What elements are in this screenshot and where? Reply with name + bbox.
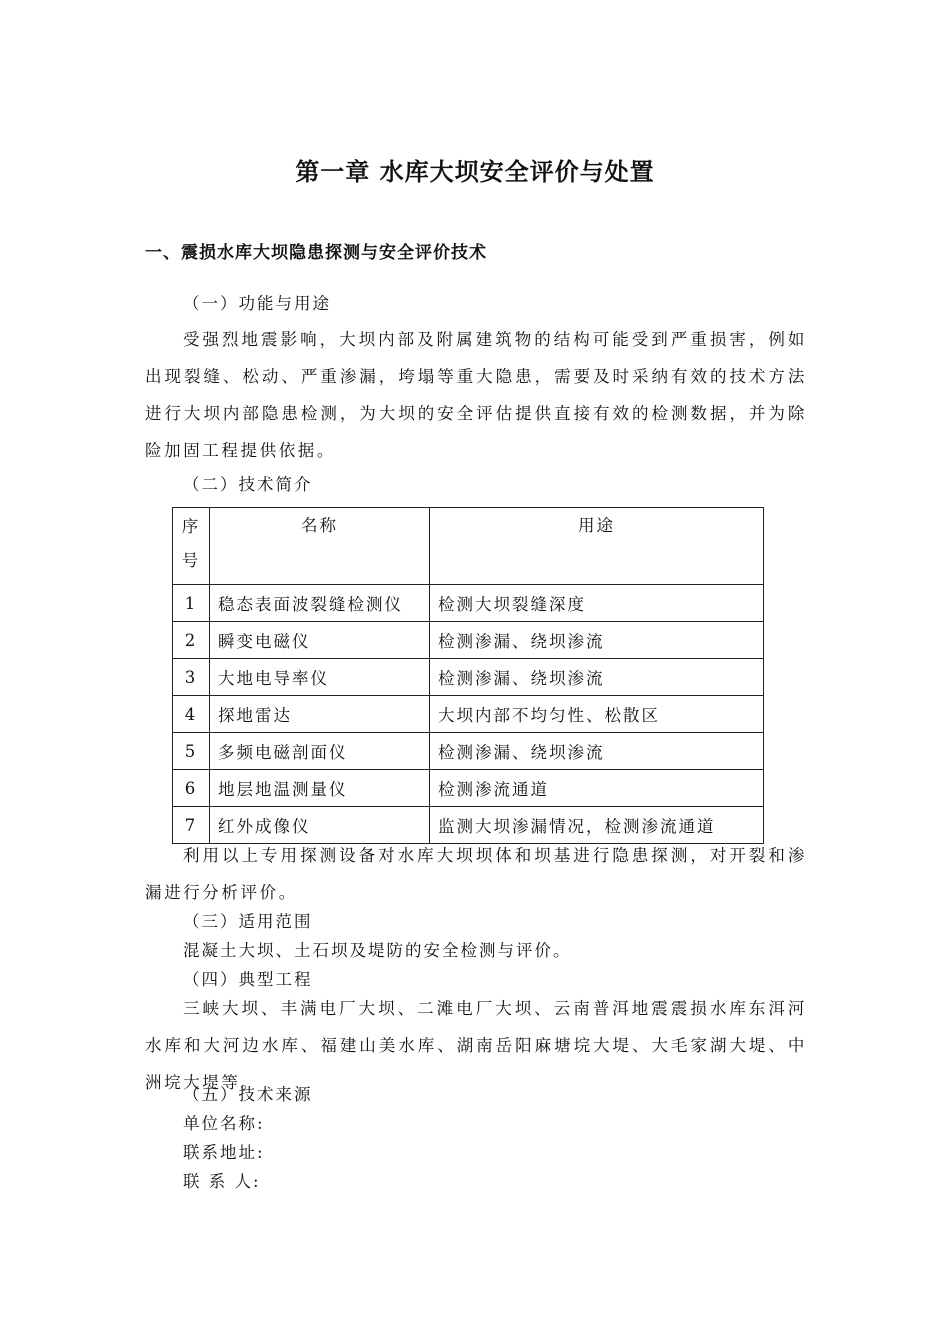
row-number: 6 — [173, 770, 210, 807]
subheading-function: （一）功能与用途 — [183, 294, 331, 313]
row-use: 检测大坝裂缝深度 — [430, 585, 764, 622]
table-row — [173, 585, 764, 622]
row-name: 地层地温测量仪 — [210, 770, 430, 807]
row-use: 大坝内部不均匀性、松散区 — [430, 696, 764, 733]
row-use: 检测渗漏、绕坝渗流 — [430, 622, 764, 659]
subheading-tech-intro: （二）技术简介 — [183, 475, 313, 494]
chapter-title: 第一章 水库大坝安全评价与处置 — [295, 158, 655, 186]
paragraph-typical-projects: 三峡大坝、丰满电厂大坝、二滩电厂大坝、云南普洱地震震损水库东洱河水库和大河边水库、福建山美水库、湖南岳阳麻塘垸大堤、大毛家湖大堤、中洲垸大堤等。 — [145, 999, 807, 1092]
row-name: 稳态表面波裂缝检测仪 — [210, 585, 430, 622]
row-use: 检测渗流通道 — [430, 770, 764, 807]
table-header-row — [173, 508, 764, 585]
table-row — [173, 733, 764, 770]
paragraph-detection: 利用以上专用探测设备对水库大坝坝体和坝基进行隐患探测，对开裂和渗漏进行分析评价。 — [145, 846, 807, 902]
header-name: 名称 — [210, 508, 430, 585]
row-number: 4 — [173, 696, 210, 733]
subheading-scope: （三）适用范围 — [183, 912, 313, 931]
row-number: 3 — [173, 659, 210, 696]
subheading-tech-source: （五）技术来源 — [183, 1085, 313, 1104]
section-heading: 一、震损水库大坝隐患探测与安全评价技术 — [145, 243, 487, 263]
table-row — [173, 622, 764, 659]
row-number: 1 — [173, 585, 210, 622]
table-row — [173, 770, 764, 807]
row-name: 多频电磁剖面仪 — [210, 733, 430, 770]
table-row — [173, 659, 764, 696]
row-name: 瞬变电磁仪 — [210, 622, 430, 659]
row-number: 7 — [173, 807, 210, 844]
table-row — [173, 696, 764, 733]
paragraph-scope: 混凝土大坝、土石坝及堤防的安全检测与评价。 — [183, 941, 572, 960]
row-number: 5 — [173, 733, 210, 770]
header-use: 用途 — [430, 508, 764, 585]
subheading-typical-projects: （四）典型工程 — [183, 970, 313, 989]
row-name: 大地电导率仪 — [210, 659, 430, 696]
row-use: 检测渗漏、绕坝渗流 — [430, 659, 764, 696]
paragraph-function: 受强烈地震影响，大坝内部及附属建筑物的结构可能受到严重损害，例如出现裂缝、松动、严重渗漏，垮塌等重大隐患，需要及时采纳有效的技术方法进行大坝内部隐患检测，为大坝的安全评估提供直接有效的检测数据，并为除险加固工程提供依据。 — [145, 330, 807, 460]
row-name: 探地雷达 — [210, 696, 430, 733]
row-use: 检测渗漏、绕坝渗流 — [430, 733, 764, 770]
unit-name-label: 单位名称: — [183, 1114, 265, 1133]
address-label: 联系地址: — [183, 1143, 265, 1162]
row-use: 监测大坝渗漏情况，检测渗流通道 — [430, 807, 764, 844]
row-name: 红外成像仪 — [210, 807, 430, 844]
equipment-table — [172, 507, 764, 844]
row-number: 2 — [173, 622, 210, 659]
contact-person-label: 联 系 人: — [183, 1172, 261, 1191]
header-number: 序号 — [181, 517, 201, 570]
